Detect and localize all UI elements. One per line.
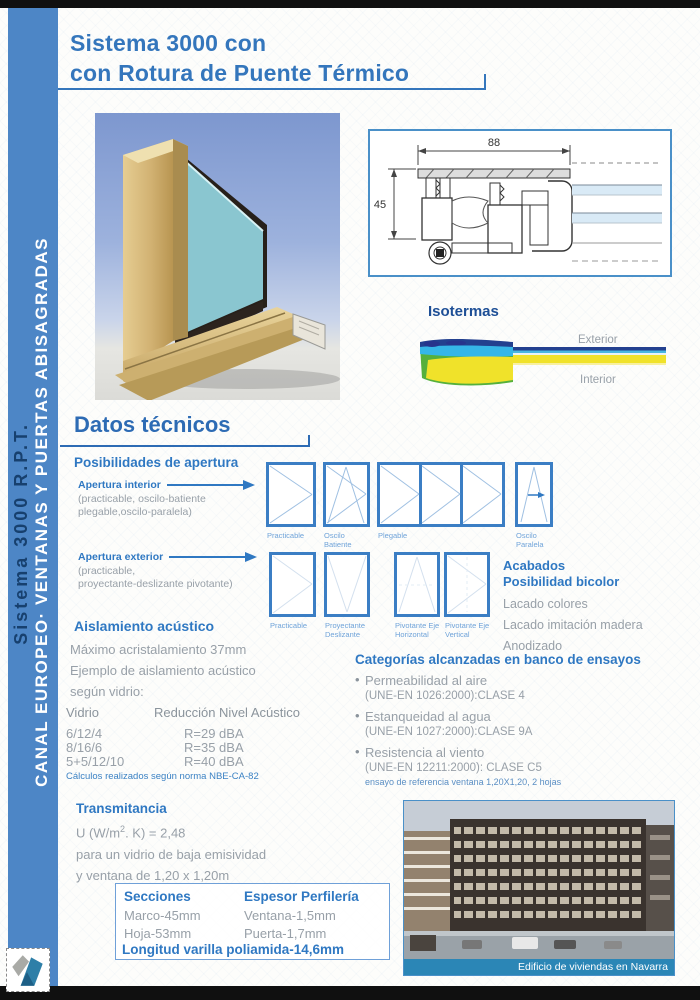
transmitancia-formula (76, 818, 356, 844)
window-diagram-practicable (266, 462, 316, 527)
transmitancia-section (76, 800, 356, 886)
acustico-line2: Ejemplo de aislamiento acústico (70, 663, 256, 678)
sidebar-system-label: Sistema 3000 R.P.T. (11, 422, 31, 645)
window-diagram-proyectante (324, 552, 370, 617)
bullet-icon: • (355, 708, 360, 723)
table-cell-reduccion: R=35 dBA (184, 740, 244, 755)
secciones-cell: Ventana-1,5mm (244, 908, 336, 923)
brand-logo (6, 948, 50, 992)
acabados-title-1: Acabados (503, 558, 566, 573)
thermal-isotherm-image (418, 330, 668, 400)
categoria-name: Permeabilidad al aire (365, 673, 488, 688)
bottom-edge-bar (0, 986, 700, 1000)
datos-underline (60, 435, 310, 447)
arrow-right-icon (167, 480, 255, 490)
thermal-interior-label: Interior (580, 374, 616, 386)
formula-sup: 2 (120, 824, 126, 834)
diagram-label: Proyectante Deslizante (325, 621, 366, 639)
apertura-exterior-detail-2: proyectante-deslizante pivotante) (78, 577, 233, 590)
categoria-name: Resistencia al viento (365, 745, 485, 760)
building-photo (403, 800, 675, 976)
categorias-title: Categorías alcanzadas en banco de ensayos (355, 652, 641, 667)
thermal-exterior-label: Exterior (578, 334, 618, 346)
formula-prefix: U (W/m (76, 825, 121, 841)
window-diagram-plegable (377, 462, 505, 527)
window-diagram-practicable-ext (269, 552, 316, 617)
transmitancia-title: Transmitancia (76, 801, 167, 816)
secciones-box (115, 883, 390, 960)
categoria-detail: (UNE-EN 1026:2000):CLASE 4 (365, 690, 525, 702)
sidebar-range-label: CANAL EUROPEO· VENTANAS Y PUERTAS ABISAGRADAS (32, 237, 51, 787)
acustico-title: Aislamiento acústico (74, 618, 215, 634)
window-diagram-pivotante-vertical (444, 552, 490, 617)
diagram-label: Oscilo Batiente (324, 531, 352, 549)
categoria-detail: (UNE-EN 12211:2000): CLASE C5 (365, 762, 542, 774)
secciones-cell: Hoja-53mm (124, 926, 192, 941)
acabados-item: Anodizado (503, 639, 563, 653)
thermal-illustration (418, 330, 668, 400)
datos-title: Datos técnicos (74, 412, 231, 437)
apertura-exterior-detail-1: (practicable, (78, 565, 136, 577)
table-cell-vidrio: 6/12/4 (66, 726, 103, 741)
apertura-interior-detail-2: plegable,oscilo-paralela) (78, 505, 192, 518)
page-title-line1: Sistema 3000 con (70, 30, 267, 56)
diagram-label: Pivotante Eje Horizontal (395, 621, 440, 639)
profile-corner-photo (95, 113, 340, 400)
transmitancia-line2: para un vidrio de baja emisividad (76, 847, 267, 863)
page-title-line2: con Rotura de Puente Térmico (70, 60, 410, 86)
brand-logo-icon (7, 949, 49, 991)
categoria-detail: (UNE-EN 1027:2000):CLASE 9A (365, 726, 533, 738)
acabados-item: Lacado imitación madera (503, 618, 643, 632)
isotermas-title: Isotermas (428, 303, 499, 320)
window-diagram-pivotante-horizontal (394, 552, 440, 617)
table-cell-reduccion: R=29 dBA (184, 726, 244, 741)
title-underline (58, 74, 486, 90)
photo-caption: Edificio de viviendas en Navarra (404, 959, 674, 975)
formula-suffix: . K) = 2,48 (125, 825, 186, 841)
cross-section-drawing (368, 129, 672, 277)
acustico-line3: según vidrio: (70, 684, 144, 699)
bullet-icon: • (355, 744, 360, 759)
bullet-icon: • (355, 672, 360, 687)
secciones-cell: Marco-45mm (124, 908, 201, 923)
secciones-cell: Puerta-1,7mm (244, 926, 327, 941)
diagram-label: Pivotante Eje Vertical (445, 621, 490, 639)
window-diagram-oscilo-paralela (515, 462, 553, 527)
table-cell-reduccion: R=40 dBA (184, 754, 244, 769)
categoria-note: ensayo de referencia ventana 1,20X1,20, 2 hojas (365, 777, 562, 787)
acustico-section (66, 618, 366, 788)
acabados-title-2: Posibilidad bicolor (503, 574, 620, 589)
apertura-exterior-label: Apertura exterior (78, 551, 164, 563)
categoria-name: Estanqueidad al agua (365, 709, 491, 724)
acabados-item: Lacado colores (503, 597, 588, 611)
sidebar (8, 8, 58, 986)
acabados-section (503, 558, 693, 657)
categorias-section (355, 652, 695, 788)
dim-height-value: 45 (373, 199, 387, 211)
profile-corner-illustration (95, 113, 340, 400)
dim-width-value: 88 (487, 137, 501, 149)
secciones-col1-title: Secciones (124, 889, 191, 904)
diagram-label: Practicable (270, 621, 308, 630)
table-cell-vidrio: 8/16/6 (66, 740, 103, 755)
top-edge-bar (0, 0, 700, 8)
arrow-right-icon (169, 552, 257, 562)
acustico-col1-header: Vidrio (66, 705, 100, 720)
apertura-interior-group (78, 479, 278, 518)
diagram-label: Practicable (267, 531, 305, 540)
secciones-col2-title: Espesor Perfilería (244, 889, 359, 904)
window-diagram-oscilo-batiente (323, 462, 370, 527)
table-cell-vidrio: 5+5/12/10 (66, 754, 125, 769)
acustico-footnote: Cálculos realizados según norma NBE-CA-82 (66, 771, 259, 782)
apertura-interior-detail-1: (practicable, oscilo-batiente (78, 493, 206, 505)
transmitancia-line3: y ventana de 1,20 x 1,20m (76, 868, 230, 884)
diagram-label: Oscilo Paralela (516, 531, 544, 549)
acustico-col2-header: Reducción Nivel Acústico (154, 705, 300, 720)
acustico-line1: Máximo acristalamiento 37mm (70, 642, 247, 657)
apertura-title: Posibilidades de apertura (74, 455, 239, 470)
secciones-footer: Longitud varilla poliamida-14,6mm (122, 942, 345, 957)
apertura-interior-label: Apertura interior (78, 479, 161, 491)
cross-section-illustration (370, 131, 670, 275)
apertura-exterior-group (78, 551, 278, 590)
building-illustration (404, 801, 674, 959)
diagram-label: Plegable (378, 531, 408, 540)
